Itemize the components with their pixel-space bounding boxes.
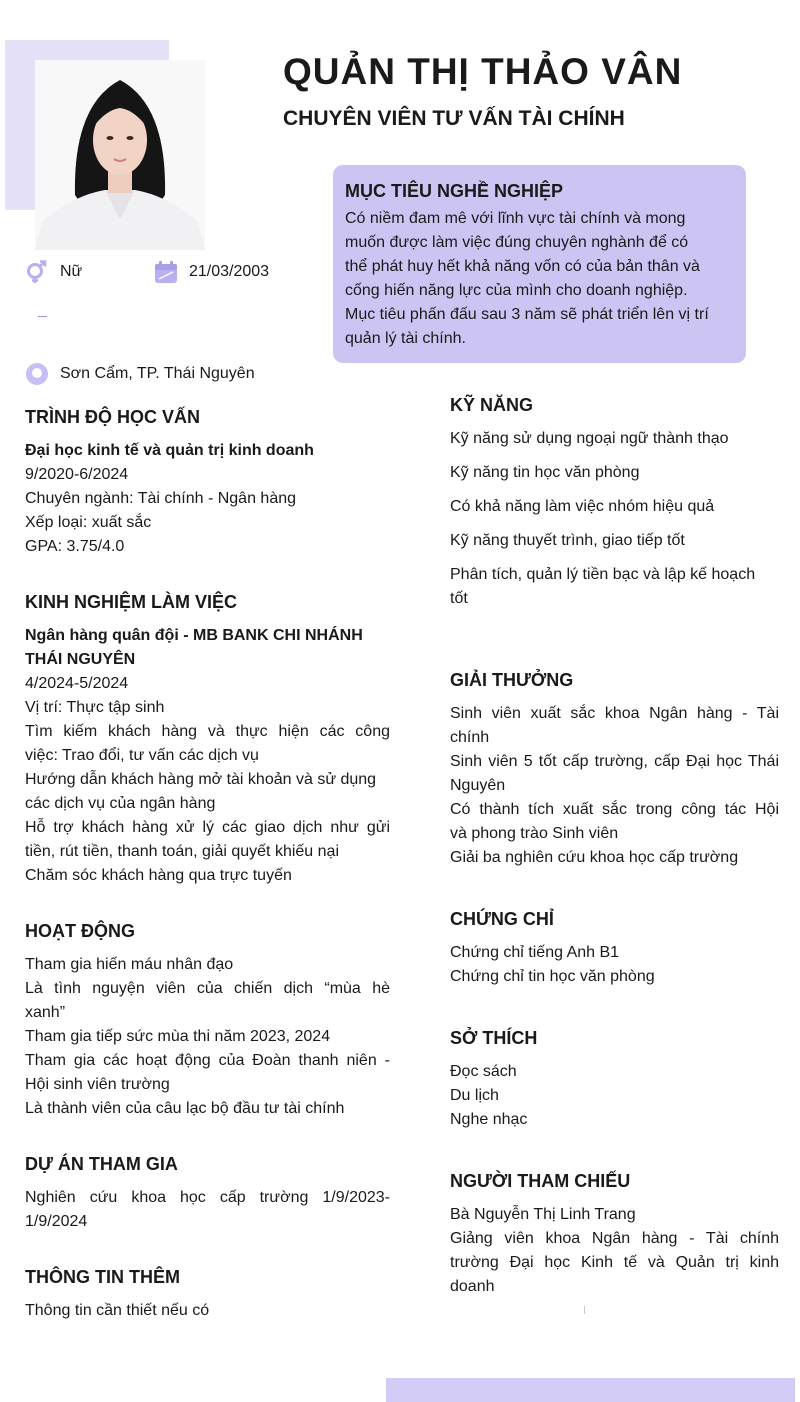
activity-line: Tham gia hiến máu nhân đạo [25, 956, 234, 973]
certificates-section [450, 907, 779, 989]
experience-heading: KINH NGHIỆM LÀM VIỆC [25, 592, 238, 612]
experience-line: 4/2024-5/2024 [25, 675, 129, 692]
left-column [25, 0, 390, 1402]
references-heading: NGƯỜI THAM CHIẾU [450, 1171, 631, 1191]
certificates-heading: CHỨNG CHỈ [450, 909, 554, 929]
skill-item: tốt [450, 590, 468, 607]
objective-line: Có niềm đam mê với lĩnh vực tài chính và mong [345, 210, 686, 227]
address-value: Sơn Cẩm, TP. Thái Nguyên [60, 365, 255, 382]
experience-line: Vị trí: Thực tập sinh [25, 699, 165, 716]
hobbies-section [450, 1026, 779, 1132]
experience-line: Hướng dẫn khách hàng mở tài khoản và sử dụng [25, 771, 377, 788]
experience-line: các dịch vụ của ngân hàng [25, 795, 216, 812]
objective-line: quản lý tài chính. [345, 330, 466, 347]
award-line: Sinh viên 5 tốt cấp trường, cấp Đại học Thái [450, 753, 779, 770]
education-school: Đại học kinh tế và quản trị kinh doanh [25, 442, 314, 459]
award-line: Nguyên [450, 777, 506, 794]
objective-line: Mục tiêu phấn đấu sau 3 năm sẽ phát triển lên vị trí [345, 306, 709, 323]
extra-info-text: Thông tin cần thiết nếu có [25, 1302, 210, 1319]
references-section [450, 1169, 779, 1299]
reference-line: doanh [450, 1278, 495, 1295]
experience-line: Hỗ trợ khách hàng xử lý các giao dịch như gửi [25, 819, 390, 836]
experience-section [25, 590, 390, 888]
skill-item: Phân tích, quản lý tiền bạc và lập kế hoạch [450, 566, 756, 583]
reference-line: Giảng viên khoa Ngân hàng - Tài chính [450, 1230, 779, 1247]
experience-line: việc: Trao đổi, tư vấn các dịch vụ [25, 747, 259, 764]
award-line: chính [450, 729, 490, 746]
projects-section [25, 1152, 390, 1234]
education-section [25, 405, 390, 559]
activity-line: Tham gia các hoạt động của Đoàn thanh niên - [25, 1052, 390, 1069]
education-gpa: GPA: 3.75/4.0 [25, 538, 125, 555]
hobbies-heading: SỞ THÍCH [450, 1028, 538, 1048]
reference-line: trường Đại học Kinh tế và Quản trị kinh [450, 1254, 779, 1271]
skills-section [450, 393, 779, 611]
objective-line: muốn được làm việc đúng chuyên nghành để có [345, 234, 689, 251]
project-line: Nghiên cứu khoa học cấp trường 1/9/2023- [25, 1189, 390, 1206]
divider-mark [584, 1306, 585, 1314]
extra-info-heading: THÔNG TIN THÊM [25, 1267, 180, 1287]
hobby-line: Du lịch [450, 1087, 499, 1104]
education-period: 9/2020-6/2024 [25, 466, 129, 483]
objective-line: thể phát huy hết khả năng vốn có của bản thân và [345, 258, 700, 275]
skill-item: Kỹ năng tin học văn phòng [450, 464, 640, 481]
award-line: Có thành tích xuất sắc trong công tác Hội [450, 801, 779, 818]
award-line: và phong trào Sinh viên [450, 825, 619, 842]
education-heading: TRÌNH ĐỘ HỌC VẤN [25, 407, 200, 427]
certificate-line: Chứng chỉ tiếng Anh B1 [450, 944, 620, 961]
activities-heading: HOẠT ĐỘNG [25, 921, 135, 941]
experience-line: Tìm kiếm khách hàng và thực hiện các công [25, 723, 390, 740]
experience-company: Ngân hàng quân đội - MB BANK CHI NHÁNH [25, 627, 363, 644]
job-title: CHUYÊN VIÊN TƯ VẤN TÀI CHÍNH [283, 107, 625, 130]
hobby-line: Đọc sách [450, 1063, 517, 1080]
activities-section [25, 919, 390, 1121]
skill-item: Kỹ năng sử dụng ngoại ngữ thành thạo [450, 430, 729, 447]
experience-company: THÁI NGUYÊN [25, 651, 136, 668]
skill-item: Kỹ năng thuyết trình, giao tiếp tốt [450, 532, 685, 549]
skill-item: Có khả năng làm việc nhóm hiệu quả [450, 498, 715, 515]
candidate-name: QUẢN THỊ THẢO VÂN [283, 51, 683, 92]
gender-value: Nữ [60, 263, 83, 280]
award-line: Giải ba nghiên cứu khoa học cấp trường [450, 849, 739, 866]
certificate-line: Chứng chỉ tin học văn phòng [450, 968, 655, 985]
objective-line: cống hiến năng lực của mình cho doanh nghiệp. [345, 282, 688, 299]
education-rank: Xếp loại: xuất sắc [25, 514, 152, 531]
awards-section [450, 668, 779, 870]
projects-heading: DỰ ÁN THAM GIA [25, 1154, 178, 1174]
experience-line: Chăm sóc khách hàng qua trực tuyến [25, 867, 292, 884]
decorative-block-bottom [386, 1378, 795, 1402]
activity-line: xanh” [25, 1004, 66, 1021]
activity-line: Là thành viên của câu lạc bộ đầu tư tài chính [25, 1100, 345, 1117]
awards-heading: GIẢI THƯỞNG [450, 670, 574, 690]
hobby-line: Nghe nhạc [450, 1111, 528, 1128]
experience-line: tiền, rút tiền, thanh toán, giải quyết khiếu nại [25, 843, 339, 860]
birthday-value: 21/03/2003 [189, 263, 270, 280]
project-line: 1/9/2024 [25, 1213, 88, 1230]
activity-line: Tham gia tiếp sức mùa thi năm 2023, 2024 [25, 1028, 331, 1045]
skills-heading: KỸ NĂNG [450, 395, 534, 415]
award-line: Sinh viên xuất sắc khoa Ngân hàng - Tài [450, 705, 779, 722]
right-column [450, 0, 779, 1402]
activity-line: Hội sinh viên trường [25, 1076, 170, 1093]
activity-line: Là tình nguyện viên của chiến dịch “mùa hè [25, 980, 390, 997]
education-major: Chuyên ngành: Tài chính - Ngân hàng [25, 490, 297, 507]
extra-info-section [25, 1265, 390, 1323]
reference-line: Bà Nguyễn Thị Linh Trang [450, 1206, 636, 1223]
objective-heading: MỤC TIÊU NGHỀ NGHIỆP [345, 181, 564, 201]
